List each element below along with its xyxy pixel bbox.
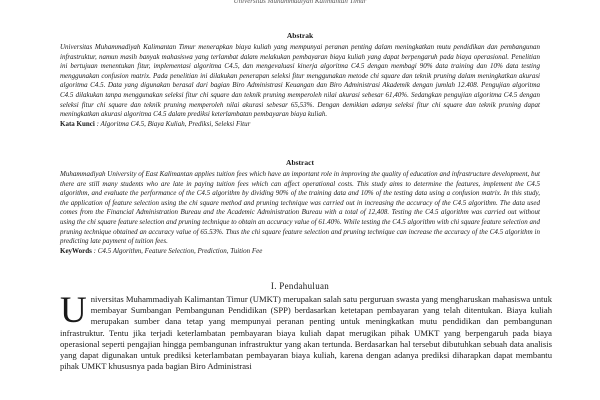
abstrak-keywords bbox=[60, 120, 540, 130]
abstract-section bbox=[60, 158, 540, 256]
header-line: Universitas Muhammadiyah Kalimantan Timur bbox=[233, 0, 367, 5]
drop-cap: U bbox=[60, 290, 87, 331]
abstrak-keywords-list: : Algoritma C4.5, Biaya Kuliah, Prediksi, Seleksi Fitur bbox=[96, 119, 251, 128]
abstract-keywords-label: KeyWords bbox=[60, 246, 92, 255]
introduction-body bbox=[60, 290, 552, 372]
abstract-keywords bbox=[60, 247, 540, 257]
abstrak-keywords-label: Kata Kunci bbox=[60, 119, 95, 128]
abstrak-section bbox=[60, 31, 540, 129]
abstract-text: Muhammadiyah University of East Kalimantan applies tuition fees which have an important role in improving the quality of education and infrastructure development, but there are still many students who are late in paying tuition fees which can affect operational costs. This study aims to determine the features, implement the C4.5 algorithm, and evaluate the performance of the C4.5 algorithm by dividing 90% of the training data and 10% of the testing data using a confusion matrix. In this study, the application of feature selection using the chi square method and pruning technique was carried out in increasing the accuracy of the C4.5 algorithm. The data used comes from the Financial Administration Bureau and the Academic Administration Bureau with a total of 12,408. Testing the C4.5 algorithm was carried out without using the chi square feature selection and pruning technique to obtain an accuracy value of 61.40%. While testing the C4.5 algorithm with chi square feature selection and pruning technique obtained an accuracy value of 65.53%. Thus the chi square feature selection and pruning technique can increase the accuracy of the C4.5 algorithm in predicting late payment of tuition fees. bbox=[60, 170, 540, 246]
abstrak-heading: Abstrak bbox=[286, 31, 314, 40]
introduction-paragraph: niversitas Muhammadiyah Kalimantan Timur (UMKT) merupakan salah satu perguruan swasta yang mengharuskan mahasiswa untuk membayar Sumbangan Pembangunan Pendidikan (SPP) berdasarkan ketetapan pembayaran yang telah ditentukan. Biaya kuliah merupakan sumber dana tetap yang mempunyai peranan penting untuk meningkatkan mutu pendidikan dan pembangunan infrastruktur. Tentu jika terjadi keterlambatan pembayaran biaya kuliah dapat merugikan pihak UMKT yang berpengaruh pada biaya operasional seperti pengajian hingga pembangunan infrastruktur yang akan tertunda. Berdasarkan hal tersebut dibutuhkan sebuah data analisis yang dapat digunakan untuk prediksi keterlambatan pembayaran biaya kuliah, karena dengan adanya prediksi diharapkan dapat membantu pihak UMKT khususnya pada bagian Biro Administrasi bbox=[60, 294, 552, 372]
section-title: I. Pendahuluan bbox=[270, 281, 330, 291]
abstrak-text: Universitas Muhammadiyah Kalimantan Timur menerapkan biaya kuliah yang mempunyai peranan penting dalam meningkatkan mutu pendidikan dan pembangunan infrastruktur, namun masih banyak mahasiswa yang terlambat dalam melakukan pembayaran biaya kuliah yang dapat berpengaruh pada biaya operasional. Penelitian ini bertujuan menentukan fitur, implementasi algoritma C4.5, dan mengevaluasi kinerja algoritma C4.5 dengan membagi 90% data training dan 10% data testing menggunakan confusion matrix. Pada penelitian ini dilakukan penerapan seleksi fitur menggunakan metode chi square dan teknik pruning dalam meningkatkan akurasi algoritma C4.5. Data yang digunakan berasal dari bagian Biro Administrasi Keuangan dan Biro Administrasi Akademik dengan jumlah 12.408. Pengujian algoritma C4.5 dilakukan tanpa menggunakan seleksi fitur chi square dan teknik pruning memperoleh nilai akurasi sebesar 61,40%. Sedangkan pengujian algoritma C4.5 dengan seleksi fitur chi square dan teknik pruning memperoleh nilai akurasi sebesar 65,53%. Dengan demikian adanya seleksi fitur chi square dan teknik pruning dapat meningkatkan akurasi algoritma C4.5 dalam prediksi keterlambatan pembayaran biaya kuliah. bbox=[60, 43, 540, 119]
abstract-heading: Abstract bbox=[286, 158, 314, 167]
abstract-keywords-list: : C4.5 Algorithm, Feature Selection, Prediction, Tuition Fee bbox=[93, 246, 263, 255]
